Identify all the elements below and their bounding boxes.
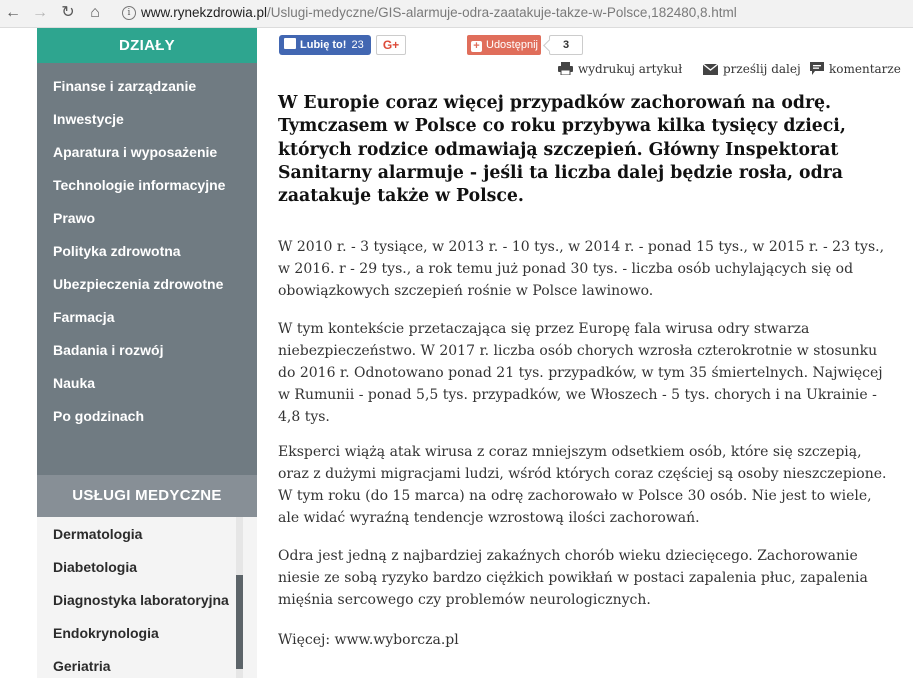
comment-icon	[810, 62, 824, 75]
sidebar-item-polityka[interactable]: Polityka zdrowotna	[53, 243, 181, 259]
article-paragraph: Odra jest jedną z najbardziej zakaźnych chorób wieku dziecięcego. Zachorowanie niesie ze sobą ryzyko bardzo ciężkich powikłań w postaci zapalenia płuc, zapalenia mięśnia sercowego czy problemów neurologicznych.	[278, 548, 868, 608]
info-icon[interactable]: i	[122, 6, 136, 20]
forward-arrow-icon[interactable]: →	[32, 4, 48, 21]
send-further-link[interactable]	[703, 62, 801, 76]
article-source: Więcej: www.wyborcza.pl	[278, 632, 459, 648]
services-scrollbar-thumb[interactable]	[236, 575, 243, 669]
service-item-endokrynologia[interactable]: Endokrynologia	[53, 625, 159, 641]
sidebar-item-inwestycje[interactable]: Inwestycje	[53, 111, 124, 127]
home-icon[interactable]: ⌂	[90, 4, 100, 21]
article-paragraph: W 2010 r. - 3 tysiące, w 2013 r. - 10 tys., w 2014 r. - ponad 15 tys., w 2015 r. - 23 tys., w 2016. r - 29 tys., a rok temu już ponad 30 tys. - liczba osób uchylających się od obowiązkowych szczepień rośnie w Polsce lawinowo.	[278, 239, 885, 299]
service-item-diagnostyka[interactable]: Diagnostyka laboratoryjna	[53, 592, 229, 608]
article-paragraph: W tym kontekście przetaczająca się przez Europę fala wirusa odry stwarza niebezpieczeństwo. W 2017 r. liczba osób chorych wzrosła czterokrotnie w stosunku do 2016 r. Odnotowano ponad 21 tys. przypadków, w tym 35 śmiertelnych. Najwięcej w Rumunii - ponad 5,5 tys. przypadków, we Włoszech - 5 tys. chorych i na Ukrainie - 4,8 tys.	[278, 321, 883, 425]
sidebar-dzialy-header: DZIAŁY	[37, 28, 257, 63]
sidebar-item-nauka[interactable]: Nauka	[53, 375, 96, 391]
sidebar-item-technologie[interactable]: Technologie informacyjne	[53, 177, 226, 193]
sidebar-item-aparatura[interactable]: Aparatura i wyposażenie	[53, 144, 218, 160]
sidebar-uslugi-header: USŁUGI MEDYCZNE	[37, 475, 257, 517]
print-article-link[interactable]	[558, 62, 682, 76]
share-label: Udostępnij	[486, 39, 538, 51]
category-list	[37, 63, 257, 475]
facebook-like-button[interactable]	[279, 35, 371, 55]
article-lead: W Europie coraz więcej przypadków zachorowań na odrę. Tymczasem w Polsce co roku przybywa kilka tysięcy dzieci, których rodzice odmawiają szczepień. Główny Inspektorat Sanitarny alarmuje - jeśli ta liczba dalej będzie rosła, odra zaatakuje także w Polsce.	[278, 93, 846, 207]
sidebar-item-badania[interactable]: Badania i rozwój	[53, 342, 164, 358]
sidebar-item-ubezpieczenia[interactable]: Ubezpieczenia zdrowotne	[53, 276, 224, 292]
like-count: 23	[351, 39, 364, 51]
envelope-icon	[703, 64, 718, 75]
sidebar-item-prawo[interactable]: Prawo	[53, 210, 96, 226]
sidebar-item-finanse[interactable]: Finanse i zarządzanie	[53, 78, 197, 94]
comments-link[interactable]	[810, 62, 901, 76]
plus-icon: +	[471, 41, 482, 52]
browser-toolbar	[0, 0, 913, 28]
mail-label: prześlij dalej	[723, 62, 801, 76]
url-domain: www.rynekzdrowia.pl	[141, 5, 268, 20]
sidebar-item-farmacja[interactable]: Farmacja	[53, 309, 115, 325]
back-arrow-icon[interactable]: ←	[5, 4, 21, 21]
article-paragraph: Eksperci wiążą atak wirusa z coraz mniejszym odsetkiem osób, które się szczepią, oraz z dużymi migracjami ludzi, wśród których coraz częściej są osoby nieszczepione. W tym roku (do 15 marca) na odrę zachorowało w Polsce 30 osób. Nie jest to wiele, ale widać wyraźną tendencje wzrostową ilości zachorowań.	[278, 444, 887, 526]
service-item-dermatologia[interactable]: Dermatologia	[53, 526, 143, 542]
address-bar[interactable]	[141, 5, 737, 20]
print-label: wydrukuj artykuł	[578, 62, 683, 76]
services-list	[37, 517, 257, 678]
service-item-diabetologia[interactable]: Diabetologia	[53, 559, 138, 575]
share-button[interactable]	[467, 35, 541, 55]
share-count: 3	[549, 35, 583, 55]
google-plus-button[interactable]: G+	[376, 35, 406, 55]
reload-icon[interactable]: ↻	[61, 4, 75, 21]
printer-icon	[558, 62, 573, 75]
like-label: Lubię to!	[300, 39, 347, 51]
comments-label: komentarze	[829, 62, 901, 76]
sidebar-item-po-godzinach[interactable]: Po godzinach	[53, 408, 144, 424]
thumbs-up-icon	[284, 38, 296, 49]
url-path: /Uslugi-medyczne/GIS-alarmuje-odra-zaatakuje-takze-w-Polsce,182480,8.html	[267, 5, 737, 20]
sidebar	[37, 28, 257, 674]
service-item-geriatria[interactable]: Geriatria	[53, 658, 111, 674]
